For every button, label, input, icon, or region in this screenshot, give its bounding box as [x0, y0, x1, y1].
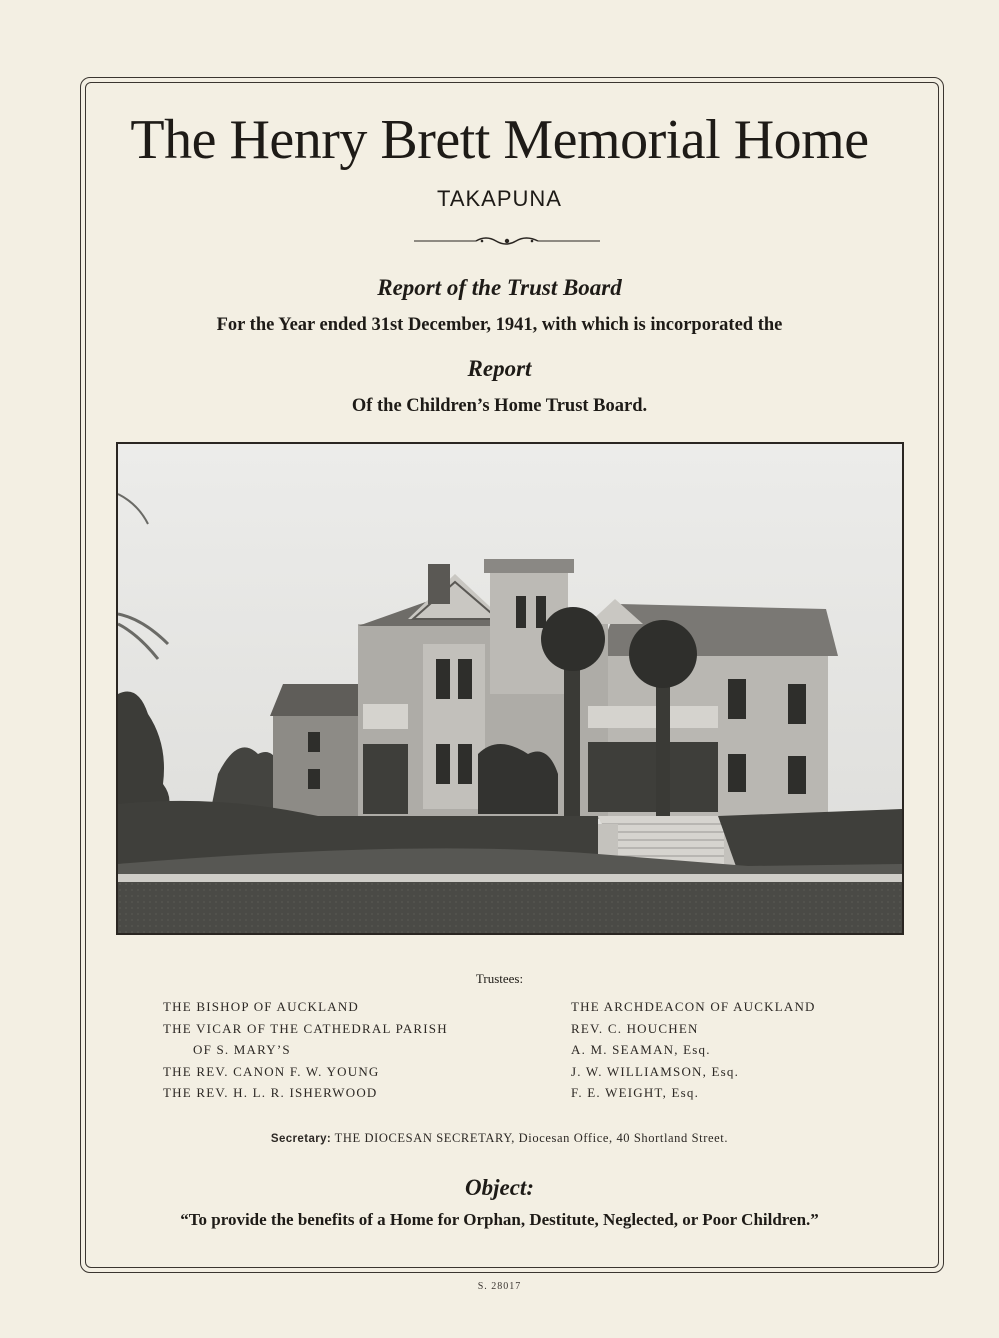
trustees-label: Trustees:: [475, 971, 524, 986]
trustee-name: THE BISHOP OF AUCKLAND: [163, 999, 360, 1014]
secretary-text: THE DIOCESAN SECRETARY, Diocesan Office, 40 Shortland Street.: [334, 1131, 729, 1145]
trustee-name: F. E. WEIGHT, Esq.: [571, 1085, 700, 1100]
trustee-name: A. M. SEAMAN, Esq.: [571, 1042, 711, 1057]
trustees-right-column: [571, 996, 816, 1104]
trustee-name: THE REV. CANON F. W. YOUNG: [163, 1063, 380, 1079]
page-subtitle: TAKAPUNA: [437, 186, 562, 211]
trustees-left-column: [163, 996, 448, 1104]
trustee-name: J. W. WILLIAMSON, Esq.: [571, 1063, 740, 1079]
trustee-name: REV. C. HOUCHEN: [571, 1020, 699, 1036]
report-subheading: For the Year ended 31st December, 1941, with which is incorporated the: [216, 315, 783, 335]
report-heading: Report of the Trust Board: [377, 275, 622, 300]
report-subheading-2: Of the Children’s Home Trust Board.: [351, 396, 648, 416]
building-photograph: [116, 442, 904, 935]
trustee-name: THE ARCHDEACON OF AUCKLAND: [571, 999, 816, 1014]
page-title: The Henry Brett Memorial Home: [130, 109, 869, 171]
object-statement: “To provide the benefits of a Home for Orphan, Destitute, Neglected, or Poor Children.”: [180, 1210, 819, 1229]
secretary-line: [0, 1131, 999, 1146]
trustee-name: THE REV. H. L. R. ISHERWOOD: [163, 1085, 378, 1100]
secretary-label: Secretary:: [270, 1133, 332, 1145]
footer-code: S. 28017: [477, 1281, 522, 1292]
report-heading-2: Report: [467, 356, 532, 381]
trustee-name-continued: OF S. MARY’S: [193, 1042, 291, 1057]
ornament-divider: [414, 234, 600, 248]
object-heading: Object:: [465, 1175, 534, 1200]
trustee-name: THE VICAR OF THE CATHEDRAL PARISH: [163, 1020, 448, 1036]
